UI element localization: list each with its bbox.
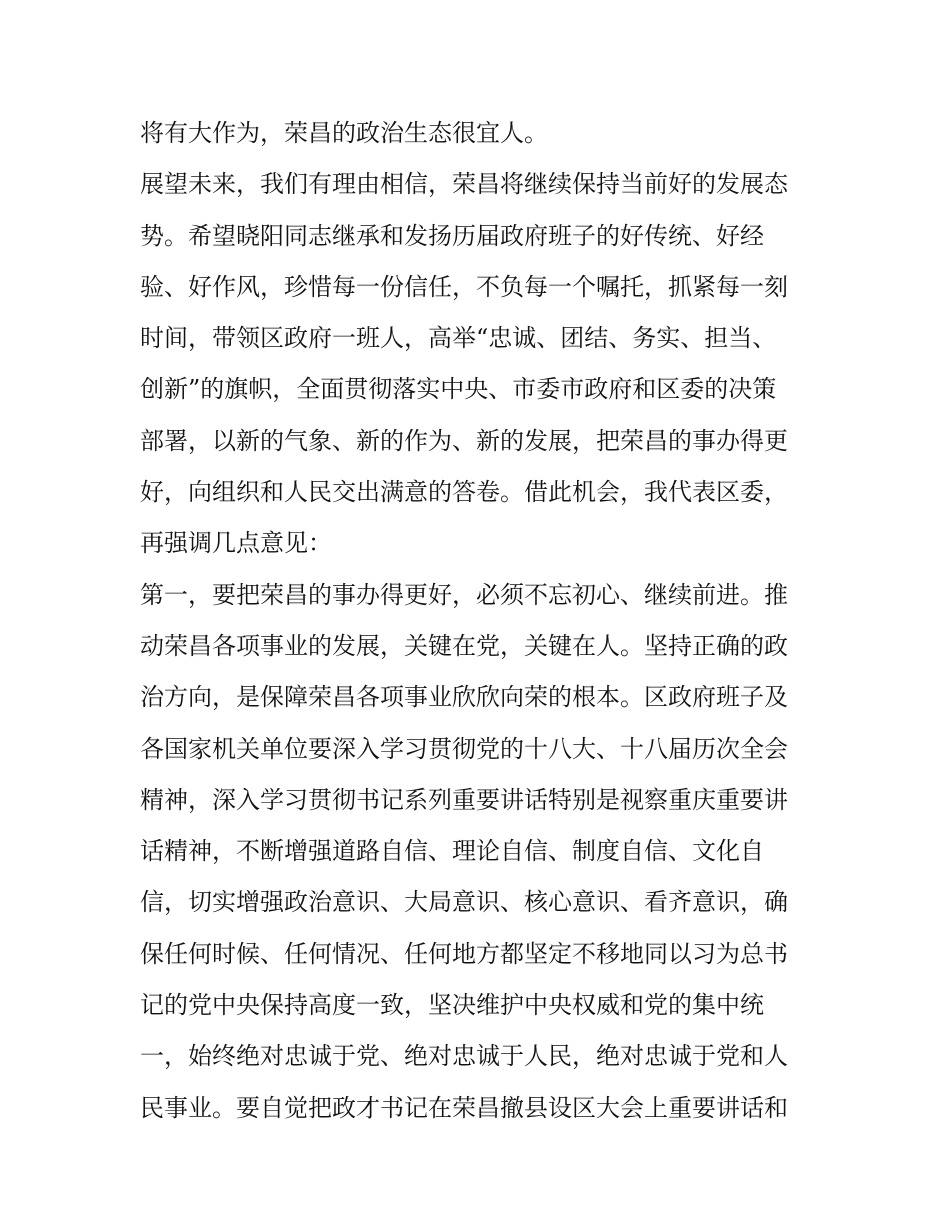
text-line: 精神，深入学习贯彻书记系列重要讲话特别是视察重庆重要讲: [140, 785, 788, 814]
text-line: 治方向，是保障荣昌各项事业欣欣向荣的根本。区政府班子及: [140, 683, 788, 712]
text-line: 再强调几点意见：: [140, 529, 332, 558]
text-line: 民事业。要自觉把政才书记在荣昌撤县设区大会上重要讲话和: [140, 1093, 788, 1122]
text-line: 各国家机关单位要深入学习贯彻党的十八大、十八届历次全会: [140, 734, 788, 763]
body-text: [140, 108, 820, 1134]
text-line: 信，切实增强政治意识、大局意识、核心意识、看齐意识，确: [140, 888, 788, 917]
text-line: 将有大作为，荣昌的政治生态很宜人。: [140, 119, 548, 147]
text-line: 一，始终绝对忠诚于党、绝对忠诚于人民，绝对忠诚于党和人: [140, 1042, 788, 1071]
text-line: 展望未来，我们有理由相信，荣昌将继续保持当前好的发展态: [140, 170, 788, 199]
text-line: 记的党中央保持高度一致，坚决维护中央权威和党的集中统: [140, 991, 764, 1020]
text-line: 验、好作风，珍惜每一份信任，不负每一个嘱托，抓紧每一刻: [140, 272, 788, 301]
text-line: 势。希望晓阳同志继承和发扬历届政府班子的好传统、好经: [140, 221, 764, 250]
text-line: 部署，以新的气象、新的作为、新的发展，把荣昌的事办得更: [140, 426, 788, 455]
text-line: 时间，带领区政府一班人，高举“忠诚、团结、务实、担当、: [140, 324, 777, 353]
text-line: 第一，要把荣昌的事办得更好，必须不忘初心、继续前进。推: [140, 580, 788, 609]
text-line: 话精神，不断增强道路自信、理论自信、制度自信、文化自: [140, 837, 764, 866]
text-line: 保任何时候、任何情况、任何地方都坚定不移地同以习为总书: [140, 939, 788, 968]
text-line: 好，向组织和人民交出满意的答卷。借此机会，我代表区委，: [140, 478, 788, 507]
text-line: 动荣昌各项事业的发展，关键在党，关键在人。坚持正确的政: [140, 631, 788, 660]
text-line: 创新”的旗帜，全面贯彻落实中央、市委市政府和区委的决策: [140, 375, 777, 404]
